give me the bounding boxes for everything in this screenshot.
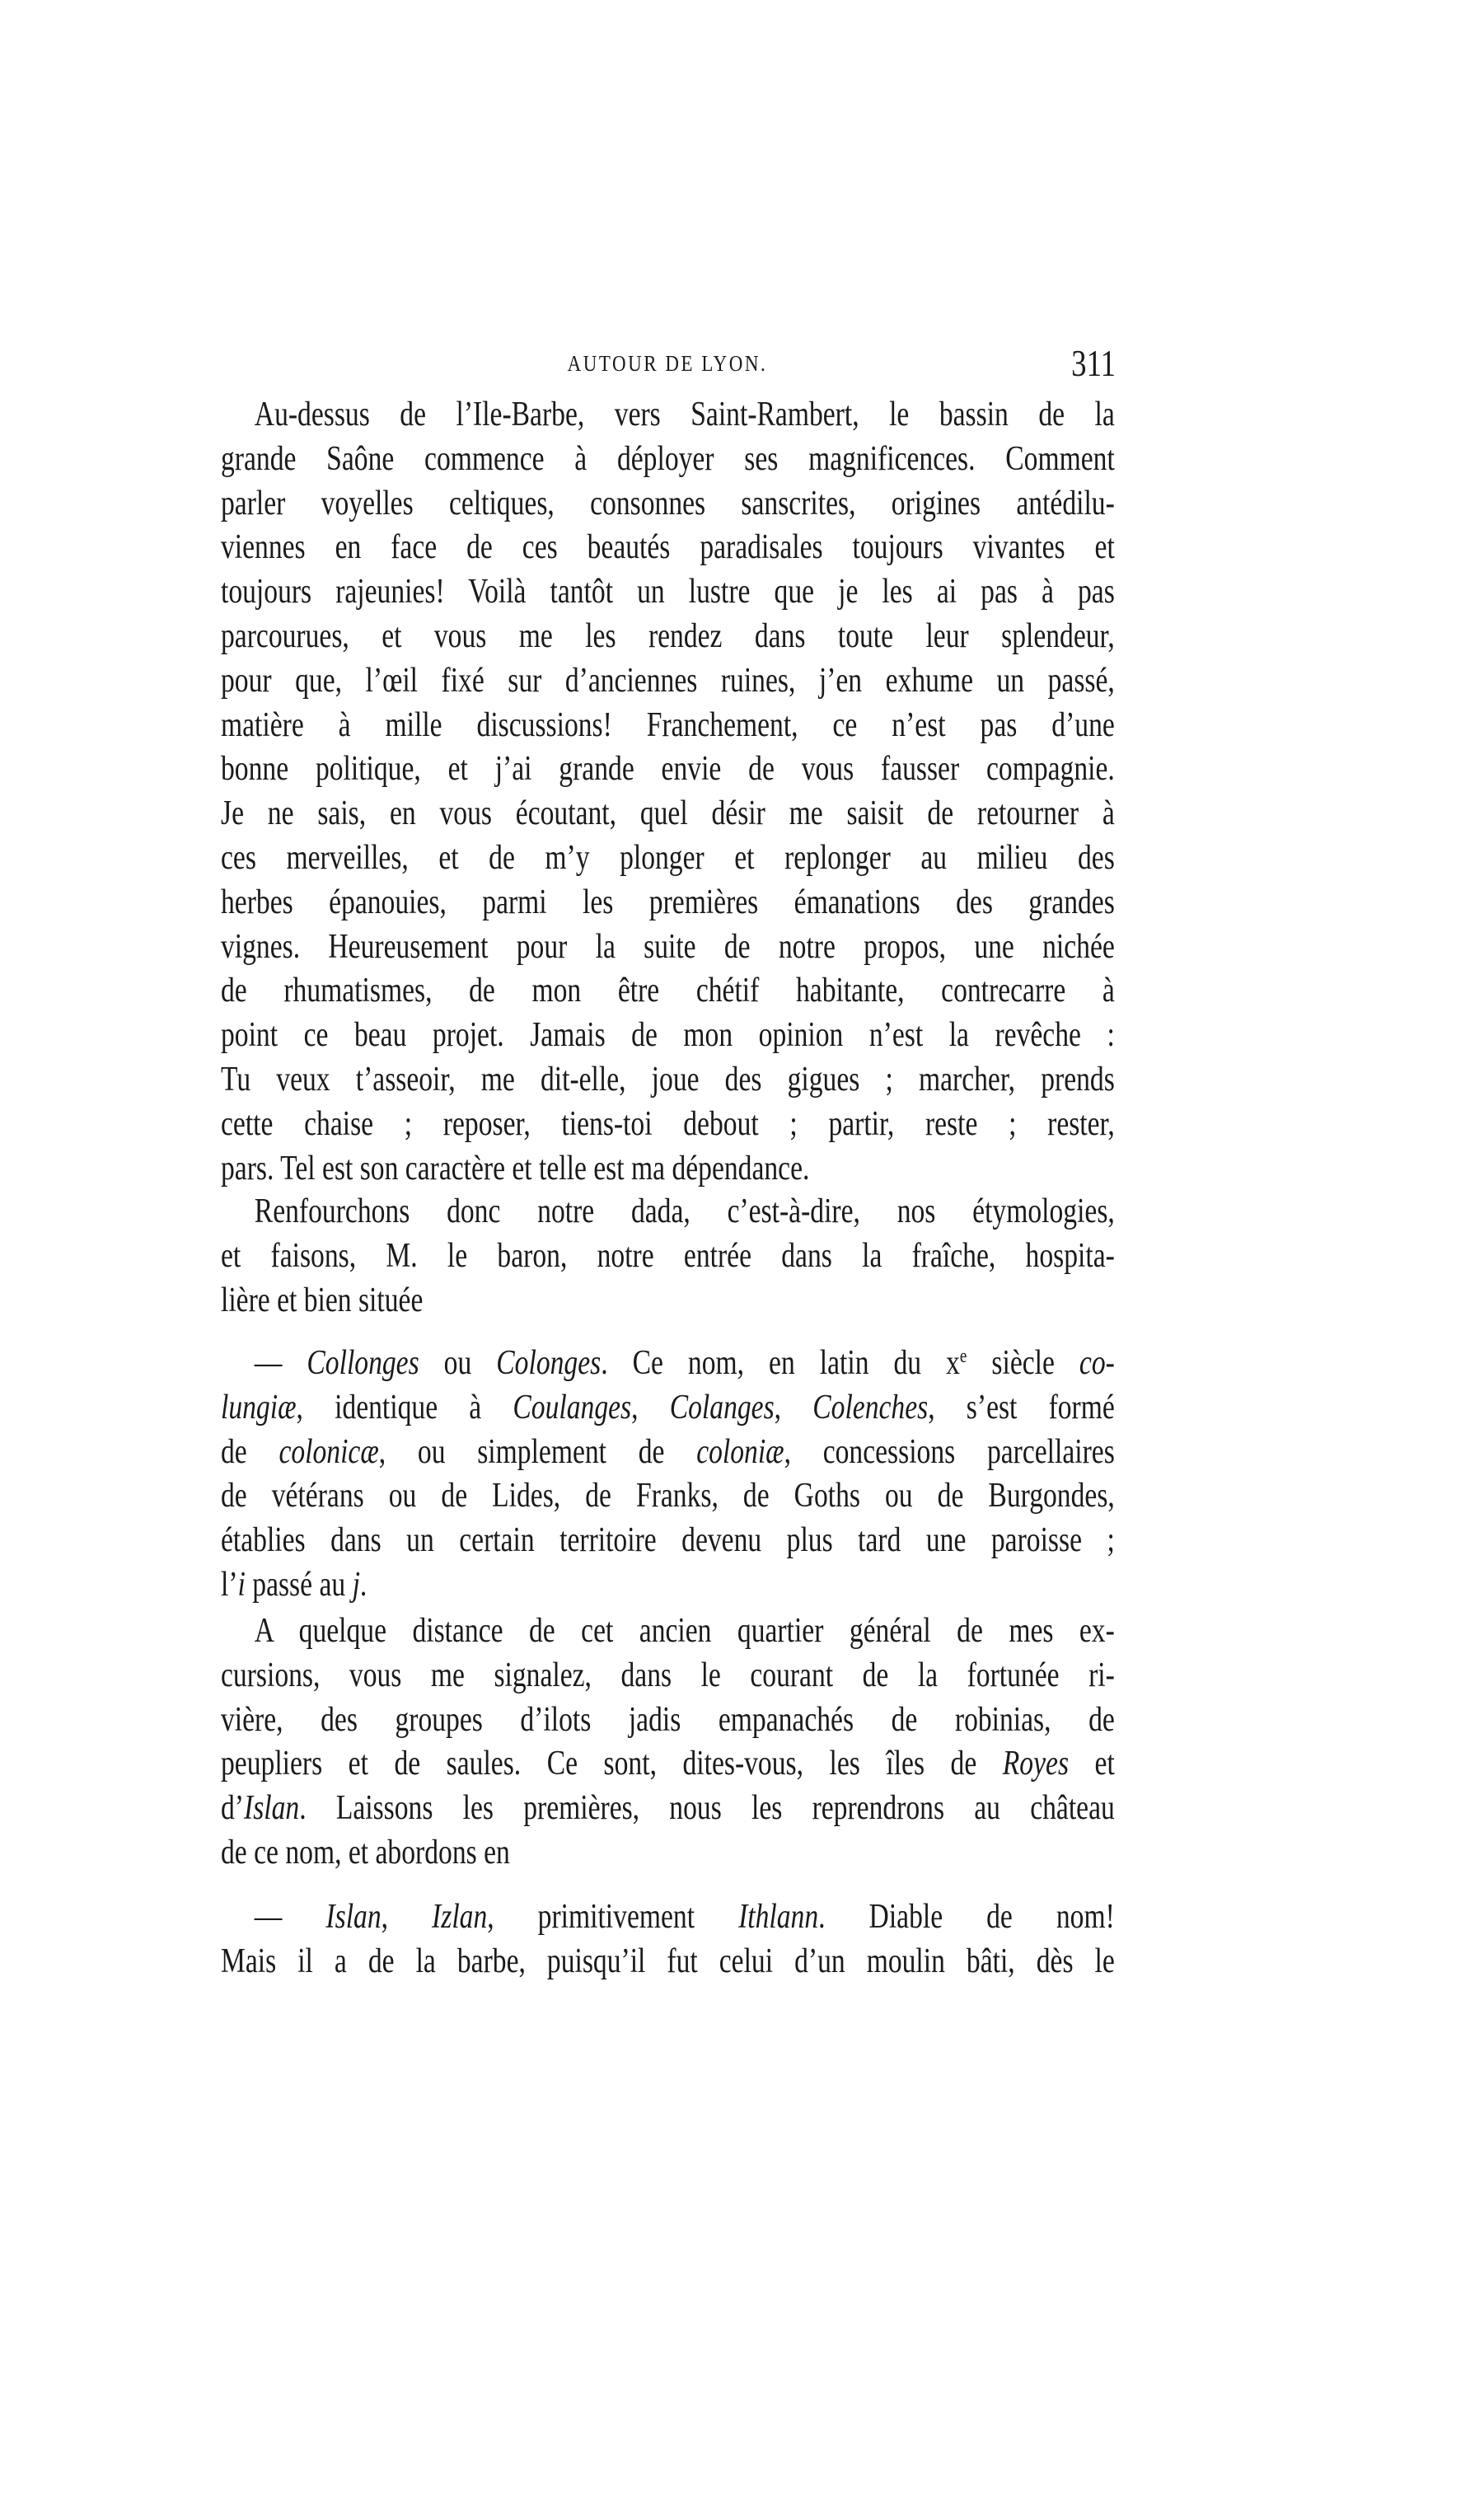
text-run: , xyxy=(631,1388,670,1426)
text-run: , ou simplement de xyxy=(378,1432,697,1471)
italic-term: i xyxy=(237,1566,246,1604)
text-run: viennes en face de ces beautés paradisales toujours vivantes et xyxy=(221,528,1115,567)
text-line xyxy=(221,1473,1115,1518)
text-line xyxy=(221,1430,1115,1474)
text-run: , s’est formé xyxy=(928,1388,1115,1426)
text-run: matière à mille discussions! Franchement, ce n’est pas d’une xyxy=(221,705,1115,744)
text-run: établies dans un certain territoire devenu plus tard une paroisse ; xyxy=(221,1521,1115,1560)
text-run: , primitivement xyxy=(487,1898,739,1936)
italic-term: j xyxy=(352,1566,360,1604)
text-run: point ce beau projet. Jamais de mon opinion n’est la revêche : xyxy=(221,1016,1115,1055)
text-line xyxy=(221,1385,1115,1430)
text-run: , xyxy=(774,1388,813,1426)
text-run: — xyxy=(254,1344,307,1382)
italic-term: Royes xyxy=(1002,1745,1070,1783)
italic-term: colonicæ xyxy=(279,1432,379,1471)
italic-term: Colonges xyxy=(496,1344,602,1382)
italic-term: coloniæ xyxy=(696,1432,784,1471)
text-run: vignes. Heureusement pour la suite de notre propos, une nichée xyxy=(221,927,1115,966)
text-run: bonne politique, et j’ai grande envie de vous fausser compagnie. xyxy=(221,750,1115,789)
text-line xyxy=(221,1895,1115,1939)
text-line xyxy=(221,437,1115,481)
text-run: vière, des groupes d’ilots jadis empanachés de robinias, de xyxy=(221,1700,1115,1739)
text-line xyxy=(221,1609,1115,1653)
text-run: . Laissons les premières, nous les reprendrons au château xyxy=(299,1789,1115,1828)
text-line xyxy=(221,1562,1115,1607)
text-run: A quelque distance de cet ancien quartier général de mes ex- xyxy=(254,1612,1115,1650)
text-run: siècle xyxy=(967,1344,1079,1382)
text-run: . Diable de nom! xyxy=(818,1898,1115,1936)
text-line xyxy=(221,880,1115,925)
text-run: et faisons, M. le baron, notre entrée dans la fraîche, hospita- xyxy=(221,1236,1115,1275)
text-run: parcourues, et vous me les rendez dans toute leur splendeur, xyxy=(221,617,1115,655)
text-line xyxy=(221,1786,1115,1830)
text-run: lière et bien située xyxy=(221,1281,424,1319)
text-line xyxy=(221,1189,1115,1234)
text-line xyxy=(221,1518,1115,1562)
text-run: ou xyxy=(419,1344,497,1382)
text-run: passé au xyxy=(245,1566,353,1604)
italic-term: Izlan xyxy=(432,1898,488,1936)
text-line xyxy=(221,392,1115,437)
text-run: de vétérans ou de Lides, de Franks, de Goths ou de Burgondes, xyxy=(221,1477,1115,1516)
superscript: e xyxy=(959,1346,967,1367)
text-run: — xyxy=(254,1898,326,1936)
text-line xyxy=(221,925,1115,969)
text-run: Au-dessus de l’Ile-Barbe, vers Saint-Rambert, le bassin de la xyxy=(254,396,1115,433)
text-run: pars. Tel est son caractère et telle est ma dépendance. xyxy=(221,1149,810,1188)
text-run: grande Saône commence à déployer ses magnificences. Comment xyxy=(221,439,1115,478)
text-line xyxy=(221,1939,1115,1984)
italic-term: Islan xyxy=(325,1898,382,1936)
text-line xyxy=(221,791,1115,836)
text-run: , xyxy=(381,1898,433,1936)
text-line xyxy=(221,1013,1115,1057)
text-run: de rhumatismes, de mon être chétif habitante, contrecarre à xyxy=(221,972,1115,1010)
text-line xyxy=(221,1653,1115,1698)
text-run: Renfourchons donc notre dada, c’est-à-dire, nos étymologies, xyxy=(254,1192,1115,1230)
text-run: Je ne sais, en vous écoutant, quel désir me saisit de retourner à xyxy=(221,794,1115,833)
text-run: Mais il a de la barbe, puisqu’il fut celui d’un moulin bâti, dès le xyxy=(221,1942,1115,1980)
text-line xyxy=(221,1146,1115,1191)
text-run: herbes épanouies, parmi les premières émanations des grandes xyxy=(221,883,1115,921)
text-line xyxy=(221,1341,1115,1385)
italic-term: Colanges xyxy=(669,1388,775,1426)
text-line xyxy=(221,747,1115,791)
text-run: . Ce nom, en latin du x xyxy=(601,1344,960,1382)
text-line xyxy=(221,1102,1115,1146)
italic-term: Ithlann xyxy=(738,1898,819,1936)
text-run: toujours rajeunies! Voilà tantôt un lustre que je les ai pas à pas xyxy=(221,573,1115,611)
italic-term: Coulanges xyxy=(513,1388,632,1426)
italic-term: Collonges xyxy=(307,1344,419,1382)
italic-term: lungiæ xyxy=(221,1388,297,1426)
text-line xyxy=(221,525,1115,569)
italic-term: co- xyxy=(1079,1344,1115,1382)
running-head: AUTOUR DE LYON. xyxy=(567,351,768,376)
text-line xyxy=(221,658,1115,703)
text-run: l’ xyxy=(221,1566,238,1604)
text-run: parler voyelles celtiques, consonnes sanscrites, origines antédilu- xyxy=(221,484,1115,522)
italic-term: Colenches xyxy=(812,1388,929,1426)
text-line xyxy=(221,968,1115,1013)
text-line xyxy=(221,836,1115,880)
text-run: cette chaise ; reposer, tiens-toi debout ; partir, reste ; rester, xyxy=(221,1104,1115,1143)
italic-term: Islan xyxy=(244,1789,300,1828)
text-line xyxy=(221,1278,1115,1323)
text-run: d’ xyxy=(221,1789,244,1828)
text-run: pour que, l’œil fixé sur d’anciennes ruines, j’en exhume un passé, xyxy=(221,661,1115,700)
text-line xyxy=(221,1741,1115,1786)
text-run: . xyxy=(359,1566,367,1604)
text-line xyxy=(221,1698,1115,1742)
text-line xyxy=(221,569,1115,614)
text-run: peupliers et de saules. Ce sont, dites-vous, les îles de xyxy=(221,1745,1003,1783)
text-line xyxy=(221,1057,1115,1102)
text-run: Tu veux t’asseoir, me dit-elle, joue des gigues ; marcher, prends xyxy=(221,1061,1115,1099)
text-run: ces merveilles, et de m’y plonger et replonger au milieu des xyxy=(221,839,1115,877)
page-number: 311 xyxy=(1071,342,1116,384)
text-run: , identique à xyxy=(296,1388,513,1426)
text-run: cursions, vous me signalez, dans le courant de la fortunée ri- xyxy=(221,1656,1115,1694)
text-run: de ce nom, et abordons en xyxy=(221,1834,510,1872)
text-line xyxy=(221,703,1115,747)
text-run: de xyxy=(221,1432,279,1471)
text-line xyxy=(221,1234,1115,1278)
text-line xyxy=(221,481,1115,526)
text-line xyxy=(221,614,1115,658)
text-line xyxy=(221,1830,1115,1875)
text-run: et xyxy=(1069,1745,1115,1783)
text-run: , concessions parcellaires xyxy=(784,1432,1115,1471)
